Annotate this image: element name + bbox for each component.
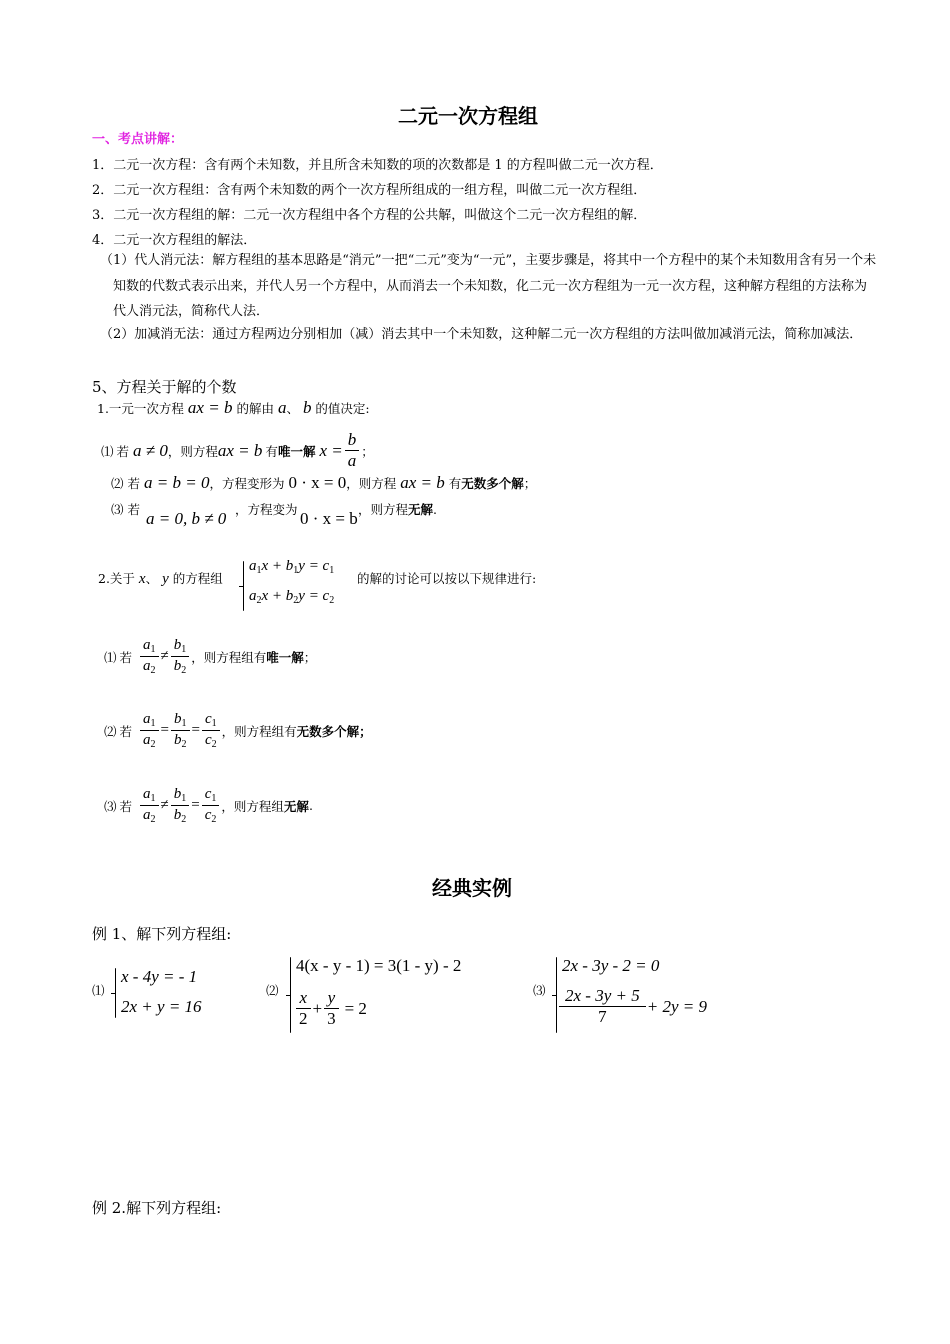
p2-case1: ⑴ 若 $\frac{a_1}{a_2}$ ≠ $\frac{b_1}{b_2}$ ，则方程组有 唯一解 ； <box>104 637 317 676</box>
case3-t1: ，方程变为 <box>235 502 298 517</box>
p2-brace <box>243 561 244 611</box>
p1-case3-eq <box>300 509 358 529</box>
case1-num: ⑴ <box>101 443 114 459</box>
p2-eq2: $a_2x + b_2y = c_2$ <box>249 588 335 606</box>
sys1-eq2: 2x + y = 16 <box>121 997 202 1016</box>
case2-end: ； <box>523 476 537 491</box>
p1-mid2: 的值决定: <box>315 401 370 416</box>
frac-a: $\frac{a_1}{a_2}$ <box>140 636 159 677</box>
sys2-label: ⑵ <box>266 983 279 998</box>
p2-lead-line <box>98 569 223 588</box>
p1-case2 <box>111 473 536 493</box>
p2-x: x <box>138 571 146 587</box>
p1-a: a <box>277 398 287 417</box>
case1-ruo: 若 <box>116 443 130 459</box>
case2-t2: ，则方程 <box>346 476 397 491</box>
p2-eq1: $a_1x + b_1y = c_1$ <box>249 558 335 576</box>
case2-eq: ax = b <box>400 473 445 492</box>
p2-y: y <box>162 571 169 587</box>
case1-xeq: x = <box>319 440 343 460</box>
sys1-eq1: x - 4y = - 1 <box>121 967 198 986</box>
case3-eq2: 0 · x = b <box>300 509 358 528</box>
case3-ruo: 若 <box>127 502 141 517</box>
case2-ruo: 若 <box>127 476 141 491</box>
case1-cond: a ≠ 0 <box>133 440 168 460</box>
sys3-label: ⑶ <box>533 983 546 998</box>
sys1-brace <box>115 968 116 1018</box>
method-substitution-text: （1）代人消元法：解方程组的基本思路是“消元”一把“二元”变为“一元”，主要步骤是，将其中一个方程中的某个未知数用含有另一个未知数的代数式表示出来，并代人另一个方程中，从而消去一个未知数，化二元一次方程组为一元一次方程，这种解方程组的方法称为代人消元法，简称代人法． <box>100 253 877 319</box>
p1-sep: 、 <box>286 401 299 416</box>
page-title: 二元一次方程组 <box>398 104 538 128</box>
sys3-eq1: 2x - 3y - 2 = 0 <box>562 956 660 975</box>
p2-tail: 的解的讨论可以按以下规律进行: <box>357 571 537 586</box>
case1-eq: ax = b <box>217 440 263 460</box>
sys2-eq1: 4(x - y - 1) = 3(1 - y) - 2 <box>296 956 462 975</box>
case1-frac-den: a <box>345 450 360 471</box>
sys1-label: ⑴ <box>92 983 105 998</box>
section1-heading: 一、考点讲解： <box>92 132 184 147</box>
point-3: 3．二元一次方程组的解：二元一次方程组中各个方程的公共解，叫做这个二元一次方程组的解． <box>92 208 647 223</box>
case1-end: ； <box>361 443 374 459</box>
case2-num: ⑵ <box>111 476 124 491</box>
case3-t2: ，则方程 <box>358 502 409 517</box>
p1-b: b <box>302 398 312 417</box>
p2-mid: 的方程组 <box>172 571 223 586</box>
sys3-eq2: $\frac{2x - 3y + 5}{7}$ + 2y = 9 <box>560 986 707 1028</box>
sys2-brace <box>290 957 291 1033</box>
case1-frac-num: b <box>347 430 357 449</box>
case2-t1: ，方程变形为 <box>209 476 285 491</box>
point-2: 2．二元一次方程组：含有两个未知数的两个一次方程所组成的一组方程，叫做二元一次方程组． <box>92 183 647 198</box>
p2-sep: 、 <box>145 571 159 586</box>
example1-label: 例 1、解下列方程组: <box>92 925 232 943</box>
p2-lead: 2.关于 <box>98 571 135 586</box>
case3-end: . <box>433 502 438 517</box>
case3-bold: 无解 <box>408 502 434 517</box>
p1-case3-body <box>146 509 226 529</box>
case1-t2: 有 <box>265 443 278 459</box>
case3-cond: a = 0, b ≠ 0 <box>146 509 227 528</box>
p1-case3-end <box>358 500 437 518</box>
p2-case2: ⑵ 若 $\frac{a_1}{a_2}$ = $\frac{b_1}{b_2}$ = $\frac{c_1}{c_2}$ ，则方程组有 无数多个解； <box>104 711 372 750</box>
sys3-brace <box>556 957 557 1033</box>
point-1: 1．二元一次方程：含有两个未知数，并且所含未知数的项的次数都是 1 的方程叫做二元一次方程． <box>92 158 663 173</box>
case2-t3: 有 <box>448 476 462 491</box>
example2-label: 例 2.解下列方程组: <box>92 1199 222 1217</box>
case3-num: ⑶ <box>111 502 124 517</box>
method-elimination-text: （2）加减消无法：通过方程两边分别相加（减）消去其中一个未知数，这种解二元一次方程组的方法叫做加减消元法，简称加减法． <box>100 327 863 342</box>
p1-lead: 1.一元一次方程 <box>97 401 184 416</box>
p1-case3-tail <box>235 500 298 518</box>
case1-t1: ，则方程 <box>167 443 218 459</box>
p2-case3: ⑶ 若 $\frac{a_1}{a_2}$ ≠ $\frac{b_1}{b_2}$ = $\frac{c_1}{c_2}$ ，则方程组 无解 . <box>104 786 313 825</box>
section5-heading: 5、方程关于解的个数 <box>92 378 237 396</box>
method-substitution <box>100 248 877 325</box>
p1-case1 <box>101 430 374 472</box>
examples-title: 经典实例 <box>432 876 512 900</box>
frac-b: $\frac{b_1}{b_2}$ <box>171 636 190 677</box>
case1-bold: 唯一解 <box>277 443 316 459</box>
p1-eq: ax = b <box>187 398 233 417</box>
case2-bold: 无数多个解 <box>461 476 524 491</box>
point-4: 4．二元一次方程组的解法． <box>92 233 257 248</box>
p1-case3 <box>111 500 140 518</box>
case2-eq2: 0 · x = 0 <box>288 473 347 492</box>
p1-mid1: 的解由 <box>236 401 274 416</box>
method-elimination <box>100 322 877 348</box>
case2-cond: a = b = 0 <box>144 473 210 492</box>
p1-line <box>97 398 370 418</box>
case1-frac <box>345 430 360 472</box>
sys2-eq2: $\frac{x}{2}$ + $\frac{y}{3}$ = 2 <box>294 988 367 1030</box>
